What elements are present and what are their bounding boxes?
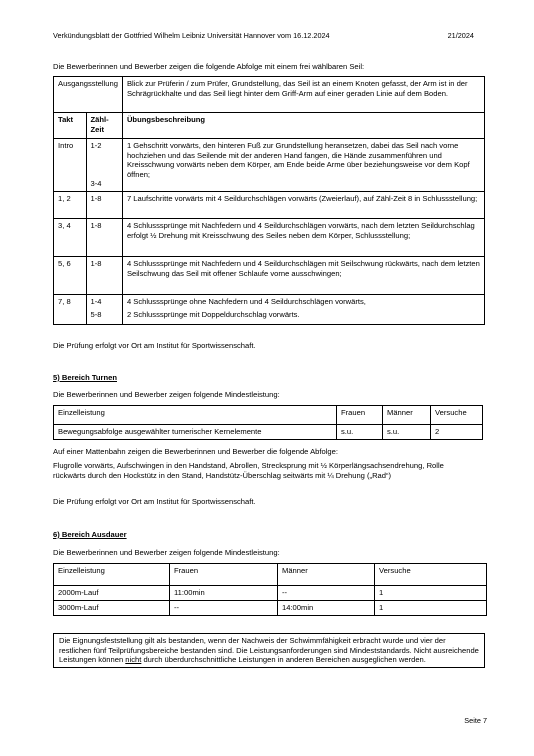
ausdauer-intro: Die Bewerberinnen und Bewerber zeigen folgende Mindestleistung: [53,548,280,557]
header-zaehl: Zähl-Zeit [86,113,122,139]
header-title: Verkündungsblatt der Gottfried Wilhelm Leibniz Universität Hannover vom 16.12.2024 [53,31,330,40]
turnen-paragraph-1: Auf einer Mattenbahn zeigen die Bewerberinnen und Bewerber die folgende Abfolge: [53,447,338,456]
start-label: Ausgangsstellung [54,77,123,113]
col-header: Versuche [375,564,487,586]
table-cell: -- [170,601,278,616]
desc-cell: 4 Schlusssprünge mit Nachfedern und 4 Seildurchschlägen vorwärts, nach dem letzten Seildurchschlag erfolgt ½ Drehung mit Kreisschwung des Seiles neben dem Körper, Schlussstellung; [122,219,484,257]
turnen-table [53,405,483,440]
ausdauer-table [53,563,487,616]
table-cell: 14:00min [278,601,375,616]
col-header: Versuche [431,406,483,425]
takt-cell: Intro [54,139,87,192]
table-cell: Bewegungsabfolge ausgewählter turnerischer Kernelemente [54,425,337,440]
col-header: Männer [278,564,375,586]
col-header: Frauen [337,406,383,425]
desc-cell: 1 Gehschritt vorwärts, den hinteren Fuß zur Grundstellung heransetzen, dabei das Seil nach vorne hochziehen und das Seilende mit der anderen Hand fangen, die Hände zusammenführen und Kreisschwung vorwärts neben dem Körper, am Ende beide Arme über beziehungsweise vor dem Kopf öffnen; [122,139,484,192]
desc-cell: 7 Laufschritte vorwärts mit 4 Seildurchschlägen vorwärts (Zweierlauf), auf Zähl-Zeit 8 in Schlussstellung; [122,192,484,219]
rope-intro: Die Bewerberinnen und Bewerber zeigen die folgende Abfolge mit einem frei wählbaren Seil: [53,62,365,71]
table-row [54,586,487,601]
col-header: Einzelleistung [54,564,170,586]
table-cell: s.u. [383,425,431,440]
section-heading-turnen: 5) Bereich Turnen [53,373,117,382]
table-row [54,257,485,295]
col-header: Frauen [170,564,278,586]
takt-cell: 1, 2 [54,192,87,219]
table-row [54,192,485,219]
section-heading-ausdauer: 6) Bereich Ausdauer [53,530,127,539]
turnen-note: Die Prüfung erfolgt vor Ort am Institut für Sportwissenschaft. [53,497,256,506]
table-row [54,425,483,440]
table-cell: 1 [375,601,487,616]
summary-box: Die Eignungsfeststellung gilt als bestanden, wenn der Nachweis der Schwimmfähigkeit erbracht wurde und vier der restlichen fünf Teilprüfungsbereiche bestanden sind. Die Leistungsanforderungen sind Mindeststandards. Nicht ausreichende Leistungen können nicht durch überdurchschnittliche Leistungen in anderen Bereichen ausgeglichen werden. [53,633,485,668]
page-number: Seite 7 [464,716,487,725]
desc-cell: 4 Schlusssprünge mit Nachfedern und 4 Seildurchschlägen mit Seilschwung rückwärts, nach dem letzten Seilschwung das Seil mit offener Schlaufe vorne ausschwingen; [122,257,484,295]
table-row [54,219,485,257]
takt-cell: 3, 4 [54,219,87,257]
zaehl-cell: 1-8 [86,192,122,219]
table-cell: 2000m-Lauf [54,586,170,601]
table-row [54,601,487,616]
header-desc: Übungsbeschreibung [122,113,484,139]
table-cell: -- [278,586,375,601]
desc-cell: 4 Schlusssprünge ohne Nachfedern und 4 Seildurchschlägen vorwärts, 2 Schlusssprünge mit Doppeldurchschlag vorwärts. [122,295,484,325]
rope-table [53,76,485,325]
col-header: Männer [383,406,431,425]
table-cell: 1 [375,586,487,601]
header-issue: 21/2024 [447,31,474,40]
zaehl-cell: 1-8 [86,219,122,257]
table-cell: 11:00min [170,586,278,601]
page-header [53,31,474,40]
zaehl-cell: 1-4 5-8 [86,295,122,325]
col-header: Einzelleistung [54,406,337,425]
table-row [54,295,485,325]
turnen-paragraph-2: Flugrolle vorwärts, Aufschwingen in den Handstand, Abrollen, Strecksprung mit ½ Körperlängsachsendrehung, Rolle rückwärts durch den Hockstütz in den Stand, Handstütz-Überschlag seitwärts mit ¼ Drehung („Rad“) [53,461,444,480]
table-cell: s.u. [337,425,383,440]
table-cell: 3000m-Lauf [54,601,170,616]
emphasis-nicht: nicht [125,655,142,665]
start-text: Blick zur Prüferin / zum Prüfer, Grundstellung, das Seil ist an einem Knoten gefasst, der Arm ist in der Schrägrückhalte und das Seil liegt hinter dem Griff-Arm auf einer geraden Linie auf dem Boden. [122,77,484,113]
zaehl-cell: 1-8 [86,257,122,295]
table-cell: 2 [431,425,483,440]
turnen-intro: Die Bewerberinnen und Bewerber zeigen folgende Mindestleistung: [53,390,280,399]
takt-cell: 7, 8 [54,295,87,325]
takt-cell: 5, 6 [54,257,87,295]
zaehl-cell: 1-2 3-4 [86,139,122,192]
table-row [54,139,485,192]
rope-note: Die Prüfung erfolgt vor Ort am Institut für Sportwissenschaft. [53,341,256,350]
header-takt: Takt [54,113,87,139]
